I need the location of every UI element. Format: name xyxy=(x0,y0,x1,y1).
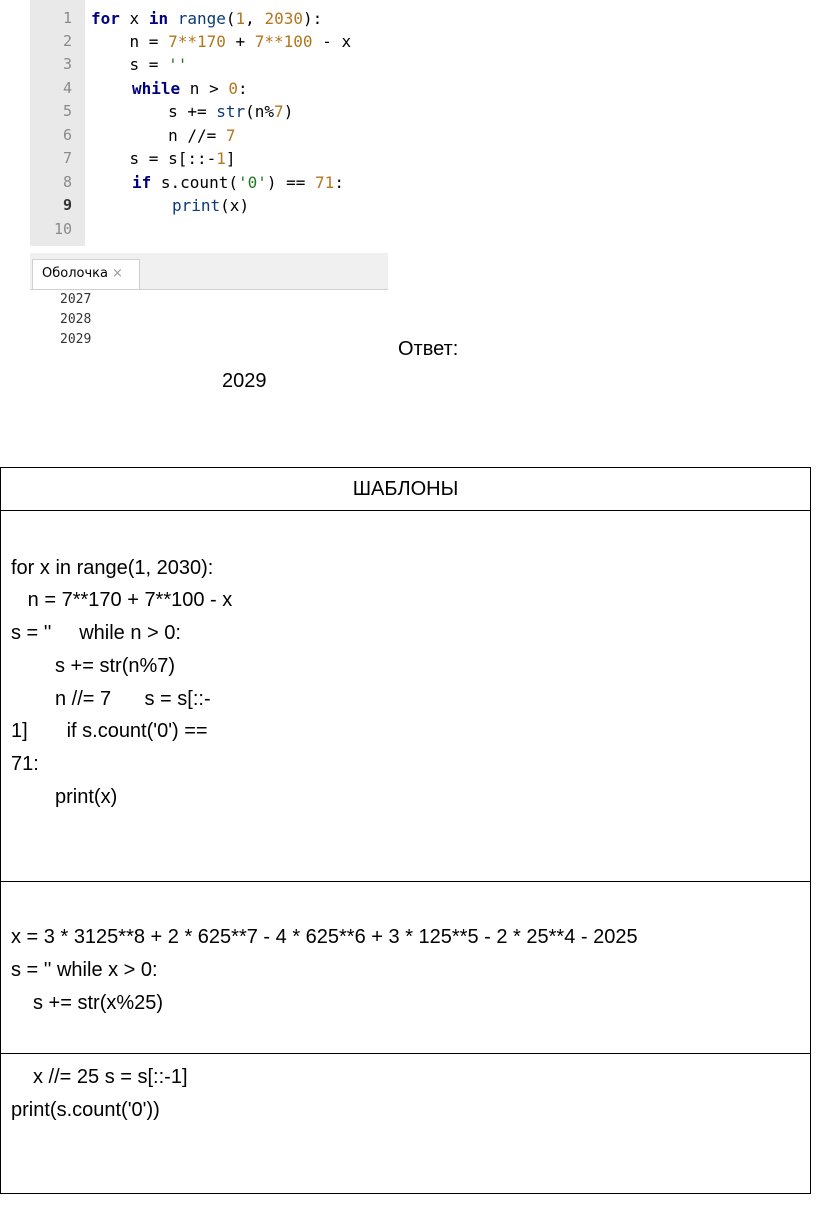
template-line: s = '' while x > 0: xyxy=(11,959,158,981)
line-number: 9 xyxy=(62,196,72,214)
template-line: s += str(x%25) xyxy=(33,992,164,1014)
line-number: 6 xyxy=(62,126,72,144)
template-line: 71: xyxy=(11,753,39,775)
line-number: 8 xyxy=(62,173,72,191)
code-line-4: while n > 0: xyxy=(132,79,248,98)
code-line-3: s = '' xyxy=(91,55,188,74)
line-number: 7 xyxy=(62,149,72,167)
shell-output-line: 2029 xyxy=(60,332,92,347)
template-line: print(x) xyxy=(55,786,118,808)
template-block-1 xyxy=(1,511,810,882)
shell-output xyxy=(60,290,91,350)
code-editor[interactable] xyxy=(85,0,388,246)
code-line-7: s = s[::-1] xyxy=(91,149,236,168)
answer-value: 2029 xyxy=(222,370,267,392)
line-number: 5 xyxy=(62,102,72,120)
code-line-9: print(x) xyxy=(172,196,250,215)
table-header-row xyxy=(1,468,810,511)
shell-output-line: 2027 xyxy=(60,292,92,307)
code-line-2: n = 7**170 + 7**100 - x xyxy=(91,32,352,51)
line-number: 3 xyxy=(62,55,72,73)
templates-table xyxy=(0,467,811,1194)
template-line: for x in range(1, 2030): xyxy=(11,557,214,579)
line-number: 10 xyxy=(53,220,72,238)
code-line-5: s += str(n%7) xyxy=(91,102,294,121)
template-line: s = '' while n > 0: xyxy=(11,622,181,644)
line-number-gutter xyxy=(30,0,85,246)
shell-tab-bar xyxy=(30,253,388,290)
table-header: ШАБЛОНЫ xyxy=(352,478,459,500)
code-line-8: if s.count('0') == 71: xyxy=(132,173,344,192)
template-block-2 xyxy=(1,882,810,1054)
template-line: s += str(n%7) xyxy=(55,655,176,677)
shell-output-line: 2028 xyxy=(60,312,92,327)
code-line-6: n //= 7 xyxy=(91,126,236,145)
template-line: n //= 7 s = s[::- xyxy=(55,688,211,710)
tab-shell[interactable] xyxy=(32,259,140,289)
shell-tab-label: Оболочка xyxy=(42,266,108,281)
ide-screenshot xyxy=(30,0,388,358)
close-icon[interactable]: × xyxy=(111,266,123,281)
template-line: n = 7**170 + 7**100 - x xyxy=(11,589,233,611)
answer-label: Ответ: xyxy=(398,338,459,360)
template-block-3 xyxy=(1,1054,810,1193)
template-line: x = 3 * 3125**8 + 2 * 625**7 - 4 * 625**6 + 3 * 125**5 - 2 * 25**4 - 2025 xyxy=(11,926,638,948)
line-number: 4 xyxy=(62,79,72,97)
line-number: 1 xyxy=(62,9,72,27)
code-line-1: for x in range(1, 2030): xyxy=(91,9,323,28)
template-line: 1] if s.count('0') == xyxy=(11,720,208,742)
template-line: x //= 25 s = s[::-1] xyxy=(33,1066,188,1088)
template-line: print(s.count('0')) xyxy=(11,1099,160,1121)
line-number: 2 xyxy=(62,32,72,50)
